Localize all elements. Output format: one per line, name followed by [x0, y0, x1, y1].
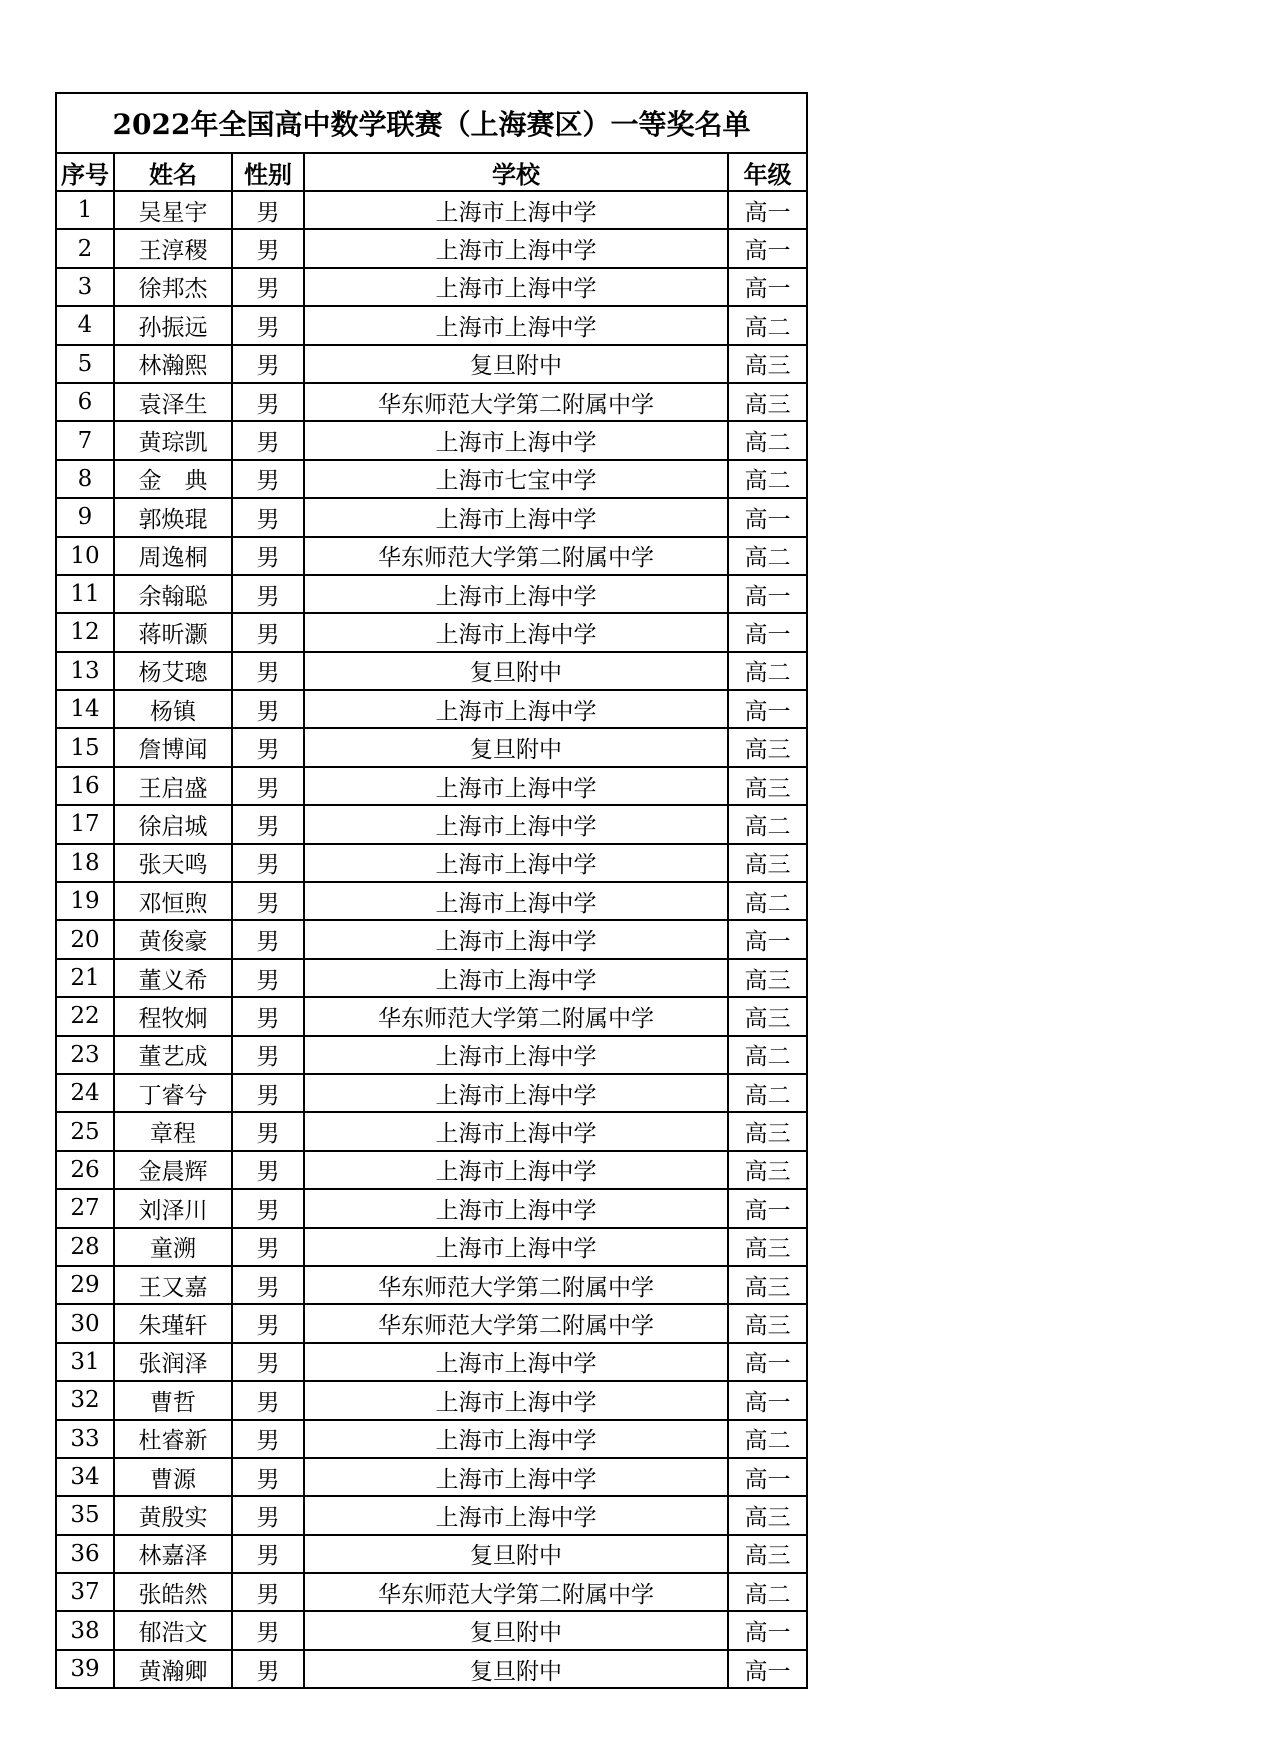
table-row [56, 268, 807, 306]
cell-name: 邓恒煦 [114, 882, 232, 920]
cell-gender: 男 [232, 844, 304, 882]
cell-school: 上海市上海中学 [304, 1343, 728, 1381]
cell-grade: 高三 [728, 997, 807, 1035]
cell-gender: 男 [232, 306, 304, 344]
cell-name: 黄瀚卿 [114, 1650, 232, 1688]
table-row [56, 1573, 807, 1611]
cell-school: 复旦附中 [304, 1650, 728, 1688]
cell-gender: 男 [232, 1189, 304, 1227]
cell-school: 华东师范大学第二附属中学 [304, 1304, 728, 1342]
cell-school: 上海市上海中学 [304, 421, 728, 459]
table-row [56, 191, 807, 229]
cell-index: 23 [56, 1036, 114, 1074]
table-row [56, 229, 807, 267]
cell-gender: 男 [232, 1343, 304, 1381]
cell-school: 上海市上海中学 [304, 959, 728, 997]
cell-name: 杨艾璁 [114, 652, 232, 690]
cell-name: 王淳稷 [114, 229, 232, 267]
table-row [56, 1151, 807, 1189]
cell-school: 上海市上海中学 [304, 613, 728, 651]
cell-name: 蒋昕灏 [114, 613, 232, 651]
table-row [56, 345, 807, 383]
cell-index: 26 [56, 1151, 114, 1189]
cell-gender: 男 [232, 498, 304, 536]
cell-school: 复旦附中 [304, 652, 728, 690]
cell-grade: 高一 [728, 613, 807, 651]
cell-gender: 男 [232, 1496, 304, 1534]
cell-school: 华东师范大学第二附属中学 [304, 383, 728, 421]
cell-grade: 高一 [728, 498, 807, 536]
cell-school: 上海市上海中学 [304, 1228, 728, 1266]
cell-gender: 男 [232, 652, 304, 690]
cell-index: 28 [56, 1228, 114, 1266]
cell-name: 章程 [114, 1112, 232, 1150]
cell-name: 詹博闻 [114, 728, 232, 766]
cell-name: 孙振远 [114, 306, 232, 344]
cell-name: 曹哲 [114, 1381, 232, 1419]
cell-name: 黄俊豪 [114, 920, 232, 958]
cell-index: 21 [56, 959, 114, 997]
table-row [56, 1458, 807, 1496]
cell-gender: 男 [232, 613, 304, 651]
cell-index: 34 [56, 1458, 114, 1496]
cell-index: 27 [56, 1189, 114, 1227]
cell-school: 上海市上海中学 [304, 306, 728, 344]
table-row [56, 575, 807, 613]
cell-name: 郁浩文 [114, 1611, 232, 1649]
cell-grade: 高二 [728, 537, 807, 575]
cell-grade: 高一 [728, 268, 807, 306]
cell-name: 张天鸣 [114, 844, 232, 882]
cell-name: 董艺成 [114, 1036, 232, 1074]
cell-gender: 男 [232, 1112, 304, 1150]
cell-grade: 高一 [728, 920, 807, 958]
cell-grade: 高三 [728, 1304, 807, 1342]
table-row [56, 690, 807, 728]
cell-name: 童溯 [114, 1228, 232, 1266]
cell-grade: 高一 [728, 1343, 807, 1381]
cell-grade: 高三 [728, 1496, 807, 1534]
cell-school: 华东师范大学第二附属中学 [304, 1266, 728, 1304]
column-header-gender: 性别 [232, 153, 304, 191]
cell-index: 5 [56, 345, 114, 383]
cell-school: 华东师范大学第二附属中学 [304, 997, 728, 1035]
cell-index: 1 [56, 191, 114, 229]
table-row [56, 652, 807, 690]
cell-gender: 男 [232, 1573, 304, 1611]
cell-gender: 男 [232, 1458, 304, 1496]
cell-gender: 男 [232, 882, 304, 920]
cell-index: 17 [56, 805, 114, 843]
cell-grade: 高一 [728, 229, 807, 267]
cell-school: 华东师范大学第二附属中学 [304, 1573, 728, 1611]
table-row [56, 537, 807, 575]
cell-gender: 男 [232, 728, 304, 766]
cell-gender: 男 [232, 421, 304, 459]
cell-name: 朱瑾轩 [114, 1304, 232, 1342]
table-row [56, 498, 807, 536]
cell-index: 14 [56, 690, 114, 728]
cell-gender: 男 [232, 767, 304, 805]
cell-grade: 高一 [728, 191, 807, 229]
cell-grade: 高三 [728, 728, 807, 766]
cell-name: 杜睿新 [114, 1420, 232, 1458]
cell-grade: 高二 [728, 1074, 807, 1112]
table-row [56, 844, 807, 882]
cell-index: 8 [56, 460, 114, 498]
cell-school: 上海市上海中学 [304, 767, 728, 805]
cell-grade: 高三 [728, 345, 807, 383]
cell-grade: 高二 [728, 652, 807, 690]
cell-school: 上海市上海中学 [304, 268, 728, 306]
table-row [56, 767, 807, 805]
cell-index: 22 [56, 997, 114, 1035]
table-row [56, 1420, 807, 1458]
cell-school: 上海市上海中学 [304, 1112, 728, 1150]
cell-school: 上海市上海中学 [304, 920, 728, 958]
cell-grade: 高二 [728, 805, 807, 843]
cell-gender: 男 [232, 1304, 304, 1342]
table-row [56, 421, 807, 459]
table-row [56, 1611, 807, 1649]
cell-gender: 男 [232, 1074, 304, 1112]
cell-index: 2 [56, 229, 114, 267]
cell-grade: 高二 [728, 1036, 807, 1074]
cell-gender: 男 [232, 1611, 304, 1649]
cell-name: 张润泽 [114, 1343, 232, 1381]
table-row [56, 1535, 807, 1573]
cell-gender: 男 [232, 1266, 304, 1304]
cell-school: 上海市上海中学 [304, 191, 728, 229]
cell-school: 上海市上海中学 [304, 498, 728, 536]
table-row [56, 306, 807, 344]
cell-grade: 高二 [728, 1573, 807, 1611]
column-header-school: 学校 [304, 153, 728, 191]
cell-index: 30 [56, 1304, 114, 1342]
table-row [56, 1496, 807, 1534]
cell-name: 程牧炯 [114, 997, 232, 1035]
cell-index: 15 [56, 728, 114, 766]
table-row [56, 1266, 807, 1304]
table-row [56, 1036, 807, 1074]
cell-school: 复旦附中 [304, 728, 728, 766]
cell-index: 16 [56, 767, 114, 805]
cell-index: 39 [56, 1650, 114, 1688]
cell-grade: 高二 [728, 460, 807, 498]
cell-school: 上海市上海中学 [304, 1381, 728, 1419]
cell-name: 王又嘉 [114, 1266, 232, 1304]
cell-gender: 男 [232, 383, 304, 421]
cell-index: 11 [56, 575, 114, 613]
cell-name: 金晨辉 [114, 1151, 232, 1189]
cell-gender: 男 [232, 1036, 304, 1074]
cell-name: 林瀚熙 [114, 345, 232, 383]
cell-grade: 高三 [728, 1266, 807, 1304]
cell-gender: 男 [232, 268, 304, 306]
table-row [56, 728, 807, 766]
cell-grade: 高一 [728, 690, 807, 728]
cell-index: 29 [56, 1266, 114, 1304]
cell-name: 徐邦杰 [114, 268, 232, 306]
cell-name: 丁睿兮 [114, 1074, 232, 1112]
cell-school: 上海市上海中学 [304, 1036, 728, 1074]
table-row [56, 959, 807, 997]
cell-index: 19 [56, 882, 114, 920]
cell-gender: 男 [232, 997, 304, 1035]
cell-gender: 男 [232, 1535, 304, 1573]
award-list-table [55, 92, 808, 1689]
cell-grade: 高三 [728, 1151, 807, 1189]
table-row [56, 920, 807, 958]
cell-school: 上海市上海中学 [304, 1074, 728, 1112]
table-row [56, 460, 807, 498]
cell-index: 9 [56, 498, 114, 536]
table-row [56, 1228, 807, 1266]
cell-gender: 男 [232, 1228, 304, 1266]
cell-grade: 高二 [728, 1420, 807, 1458]
table-row [56, 383, 807, 421]
cell-grade: 高三 [728, 1228, 807, 1266]
cell-gender: 男 [232, 690, 304, 728]
table-row [56, 1112, 807, 1150]
cell-grade: 高三 [728, 767, 807, 805]
cell-index: 38 [56, 1611, 114, 1649]
table-row [56, 997, 807, 1035]
cell-index: 10 [56, 537, 114, 575]
cell-name: 刘泽川 [114, 1189, 232, 1227]
cell-name: 黄殷实 [114, 1496, 232, 1534]
table-row [56, 1074, 807, 1112]
cell-index: 24 [56, 1074, 114, 1112]
cell-index: 7 [56, 421, 114, 459]
cell-name: 吴星宇 [114, 191, 232, 229]
table-row [56, 1189, 807, 1227]
cell-name: 徐启城 [114, 805, 232, 843]
cell-index: 18 [56, 844, 114, 882]
cell-school: 上海市上海中学 [304, 1189, 728, 1227]
cell-grade: 高一 [728, 1458, 807, 1496]
cell-index: 4 [56, 306, 114, 344]
cell-school: 上海市上海中学 [304, 690, 728, 728]
page-title: 2022年全国高中数学联赛（上海赛区）一等奖名单 [56, 93, 807, 153]
cell-index: 31 [56, 1343, 114, 1381]
cell-index: 13 [56, 652, 114, 690]
cell-gender: 男 [232, 805, 304, 843]
cell-gender: 男 [232, 575, 304, 613]
title-row [56, 93, 807, 153]
cell-name: 郭焕琨 [114, 498, 232, 536]
cell-index: 20 [56, 920, 114, 958]
cell-school: 复旦附中 [304, 1611, 728, 1649]
cell-grade: 高三 [728, 844, 807, 882]
cell-school: 上海市上海中学 [304, 882, 728, 920]
cell-grade: 高二 [728, 306, 807, 344]
column-header-grade: 年级 [728, 153, 807, 191]
cell-index: 6 [56, 383, 114, 421]
cell-school: 上海市七宝中学 [304, 460, 728, 498]
cell-gender: 男 [232, 1420, 304, 1458]
table-row [56, 1304, 807, 1342]
cell-grade: 高一 [728, 575, 807, 613]
cell-school: 上海市上海中学 [304, 1496, 728, 1534]
table-row [56, 1343, 807, 1381]
cell-school: 上海市上海中学 [304, 1420, 728, 1458]
cell-name: 杨镇 [114, 690, 232, 728]
cell-grade: 高一 [728, 1381, 807, 1419]
cell-grade: 高三 [728, 1112, 807, 1150]
cell-name: 王启盛 [114, 767, 232, 805]
cell-index: 12 [56, 613, 114, 651]
table-body [56, 191, 807, 1688]
cell-grade: 高三 [728, 383, 807, 421]
cell-grade: 高一 [728, 1189, 807, 1227]
cell-name: 黄琮凯 [114, 421, 232, 459]
table-row [56, 1650, 807, 1688]
cell-gender: 男 [232, 345, 304, 383]
column-header-index: 序号 [56, 153, 114, 191]
header-row [56, 153, 807, 191]
cell-index: 36 [56, 1535, 114, 1573]
cell-name: 周逸桐 [114, 537, 232, 575]
cell-gender: 男 [232, 1650, 304, 1688]
cell-gender: 男 [232, 959, 304, 997]
cell-index: 3 [56, 268, 114, 306]
table-row [56, 1381, 807, 1419]
column-header-name: 姓名 [114, 153, 232, 191]
cell-school: 上海市上海中学 [304, 229, 728, 267]
cell-grade: 高一 [728, 1611, 807, 1649]
cell-grade: 高一 [728, 1650, 807, 1688]
cell-school: 复旦附中 [304, 1535, 728, 1573]
cell-name: 曹源 [114, 1458, 232, 1496]
cell-school: 华东师范大学第二附属中学 [304, 537, 728, 575]
cell-gender: 男 [232, 1381, 304, 1419]
cell-index: 37 [56, 1573, 114, 1611]
cell-gender: 男 [232, 460, 304, 498]
table-row [56, 882, 807, 920]
cell-name: 董义希 [114, 959, 232, 997]
cell-gender: 男 [232, 920, 304, 958]
cell-name: 袁泽生 [114, 383, 232, 421]
table-row [56, 613, 807, 651]
cell-grade: 高二 [728, 421, 807, 459]
cell-gender: 男 [232, 191, 304, 229]
cell-name: 张皓然 [114, 1573, 232, 1611]
cell-index: 32 [56, 1381, 114, 1419]
cell-school: 上海市上海中学 [304, 805, 728, 843]
cell-gender: 男 [232, 537, 304, 575]
cell-school: 上海市上海中学 [304, 1151, 728, 1189]
cell-name: 林嘉泽 [114, 1535, 232, 1573]
table-row [56, 805, 807, 843]
cell-name: 金 典 [114, 460, 232, 498]
cell-school: 上海市上海中学 [304, 575, 728, 613]
cell-index: 25 [56, 1112, 114, 1150]
cell-index: 35 [56, 1496, 114, 1534]
cell-grade: 高三 [728, 959, 807, 997]
cell-gender: 男 [232, 229, 304, 267]
cell-gender: 男 [232, 1151, 304, 1189]
cell-school: 上海市上海中学 [304, 844, 728, 882]
cell-grade: 高三 [728, 1535, 807, 1573]
cell-school: 上海市上海中学 [304, 1458, 728, 1496]
cell-index: 33 [56, 1420, 114, 1458]
cell-grade: 高二 [728, 882, 807, 920]
cell-school: 复旦附中 [304, 345, 728, 383]
cell-name: 余翰聪 [114, 575, 232, 613]
